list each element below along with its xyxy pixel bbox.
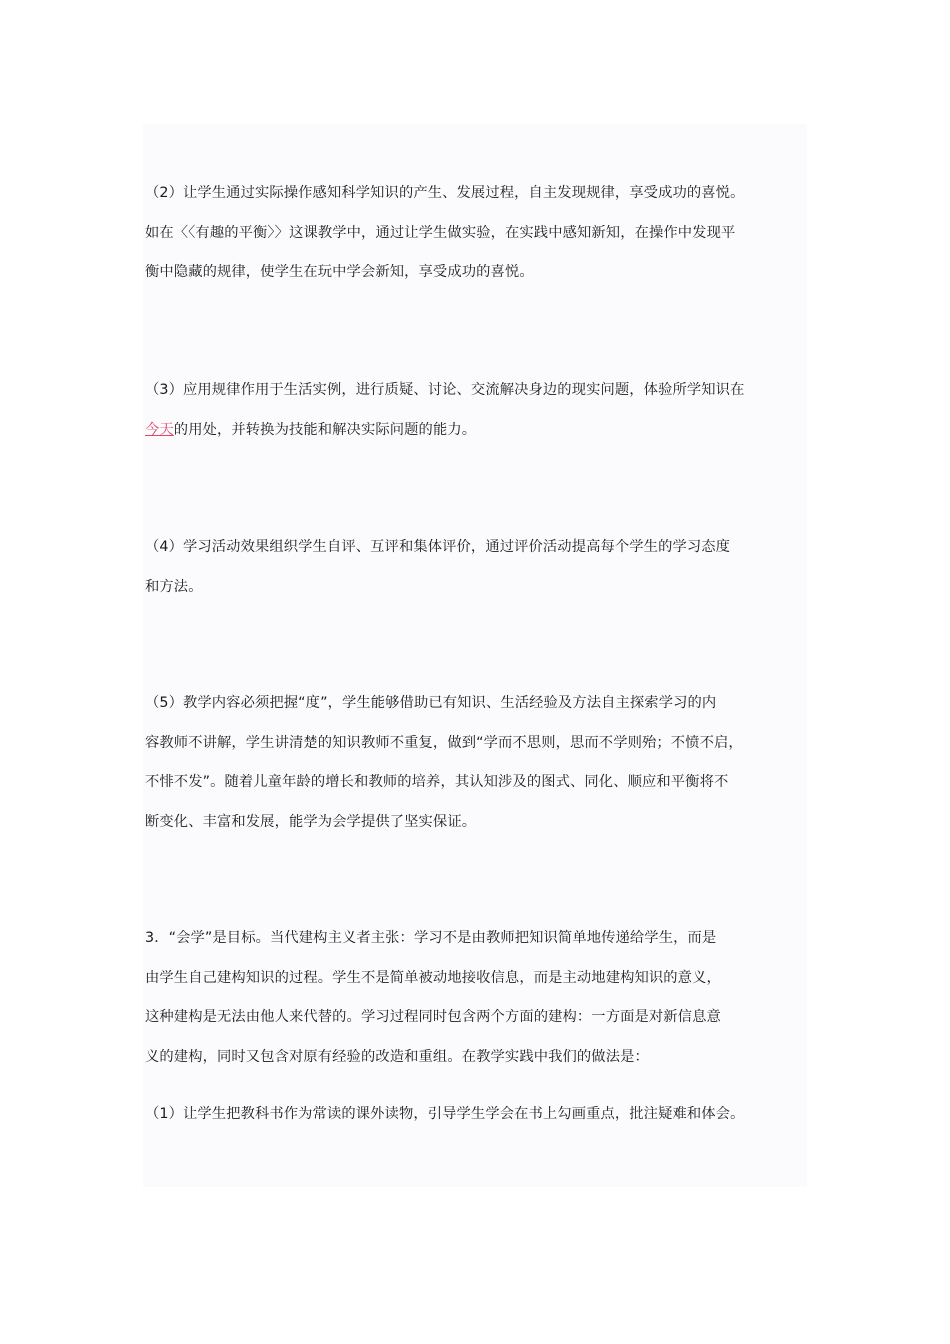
text-line: 这种建构是无法由他人来代替的。学习过程同时包含两个方面的建构：一方面是对新信息意 — [145, 1009, 721, 1025]
text-line-with-link — [145, 411, 825, 451]
paragraph-section-3 — [145, 919, 825, 1077]
paragraph-item-2 — [145, 174, 825, 293]
text-line: 衡中隐藏的规律，使学生在玩中学会新知，享受成功的喜悦。 — [145, 264, 534, 280]
text-line: （3）应用规律作用于生活实例，进行质疑、讨论、交流解决身边的现实问题，体验所学知识在 — [145, 382, 745, 398]
text-line: 容教师不讲解，学生讲清楚的知识教师不重复，做到“学而不思则，思而不学则殆；不愤不启， — [145, 734, 743, 751]
paragraph-item-1 — [145, 1095, 825, 1135]
text-line: （2）让学生通过实际操作感知科学知识的产生、发展过程，自主发现规律，享受成功的喜悦。 — [145, 185, 745, 201]
text-line: （1）让学生把教科书作为常读的课外读物，引导学生学会在书上勾画重点，批注疑难和体会。 — [145, 1106, 745, 1122]
paragraph-item-3 — [145, 371, 825, 450]
text-line: 义的建构，同时又包含对原有经验的改造和重组。在教学实践中我们的做法是： — [145, 1048, 649, 1065]
text-line: 3．“会学”是目标。当代建构主义者主张：学习不是由教师把知识简单地传递给学生，而是 — [145, 930, 717, 946]
text-line: 如在〈〈有趣的平衡〉〉这课教学中，通过让学生做实验，在实践中感知新知，在操作中发现平 — [145, 224, 736, 241]
text-line: （5）教学内容必须把握“度”，学生能够借助已有知识、生活经验及方法自主探索学习的内 — [145, 695, 717, 711]
paragraph-item-4 — [145, 528, 825, 607]
text-line: （4）学习活动效果组织学生自评、互评和集体评价，通过评价活动提高每个学生的学习态度 — [145, 539, 731, 555]
text-line: 不悱不发”。随着儿童年龄的增长和教师的培养，其认知涉及的图式、同化、顺应和平衡将不 — [145, 774, 729, 790]
text-line: 由学生自己建构知识的过程。学生不是简单被动地接收信息，而是主动地建构知识的意义， — [145, 969, 721, 986]
text-line: 和方法。 — [145, 578, 203, 595]
today-link[interactable]: 今天 — [145, 421, 174, 438]
paragraph-item-5 — [145, 684, 825, 842]
text-segment: 的用处，并转换为技能和解决实际问题的能力。 — [173, 421, 477, 438]
text-line: 断变化、丰富和发展，能学为会学提供了坚实保证。 — [145, 813, 477, 830]
